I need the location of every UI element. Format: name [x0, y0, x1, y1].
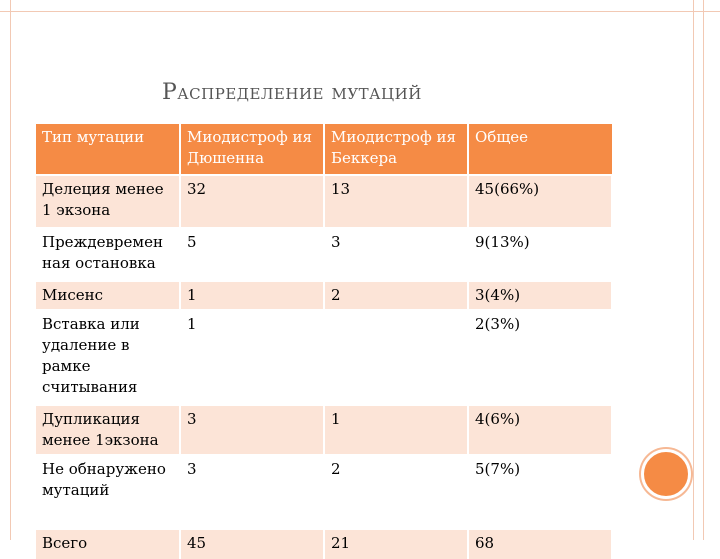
cell-total: 9(13%) — [468, 228, 612, 281]
cell-becker: 21 — [324, 529, 468, 559]
cell-duchenne: 1 — [180, 281, 324, 310]
table-row — [36, 175, 612, 228]
table-row — [36, 405, 612, 455]
frame-line-top — [0, 11, 720, 12]
cell-duchenne: 3 — [180, 455, 324, 529]
header-duchenne: Миодистроф ия Дюшенна — [180, 124, 324, 175]
frame-line-right-outer — [703, 0, 704, 540]
cell-duchenne: 32 — [180, 175, 324, 228]
decorative-orange-circle — [641, 449, 691, 499]
table-row — [36, 455, 612, 529]
cell-becker: 3 — [324, 228, 468, 281]
cell-becker: 2 — [324, 281, 468, 310]
cell-duchenne: 45 — [180, 529, 324, 559]
header-total: Общее — [468, 124, 612, 175]
frame-line-right-inner — [693, 0, 694, 540]
slide-title: Распределение мутаций — [162, 80, 422, 105]
cell-total: 4(6%) — [468, 405, 612, 455]
cell-becker: 2 — [324, 455, 468, 529]
table-header-row — [36, 124, 612, 175]
cell-total: 68 — [468, 529, 612, 559]
table-row — [36, 228, 612, 281]
header-mutation-type: Тип мутации — [36, 124, 180, 175]
cell-type: Вставка или удаление в рамке считывания — [36, 310, 180, 405]
table-row — [36, 281, 612, 310]
cell-type: Преждевремен ная остановка — [36, 228, 180, 281]
cell-type: Мисенс — [36, 281, 180, 310]
cell-type: Делеция менее 1 экзона — [36, 175, 180, 228]
cell-duchenne: 3 — [180, 405, 324, 455]
cell-type: Дупликация менее 1экзона — [36, 405, 180, 455]
cell-type: Всего — [36, 529, 180, 559]
cell-total: 45(66%) — [468, 175, 612, 228]
header-becker: Миодистроф ия Беккера — [324, 124, 468, 175]
mutation-table — [36, 124, 613, 559]
cell-becker: 1 — [324, 405, 468, 455]
table-row — [36, 310, 612, 405]
frame-line-left — [10, 0, 11, 540]
cell-total: 2(3%) — [468, 310, 612, 405]
cell-becker — [324, 310, 468, 405]
cell-becker: 13 — [324, 175, 468, 228]
cell-duchenne: 5 — [180, 228, 324, 281]
table-row — [36, 529, 612, 559]
cell-total: 3(4%) — [468, 281, 612, 310]
cell-type: Не обнаружено мутаций — [36, 455, 180, 529]
cell-total: 5(7%) — [468, 455, 612, 529]
cell-duchenne: 1 — [180, 310, 324, 405]
